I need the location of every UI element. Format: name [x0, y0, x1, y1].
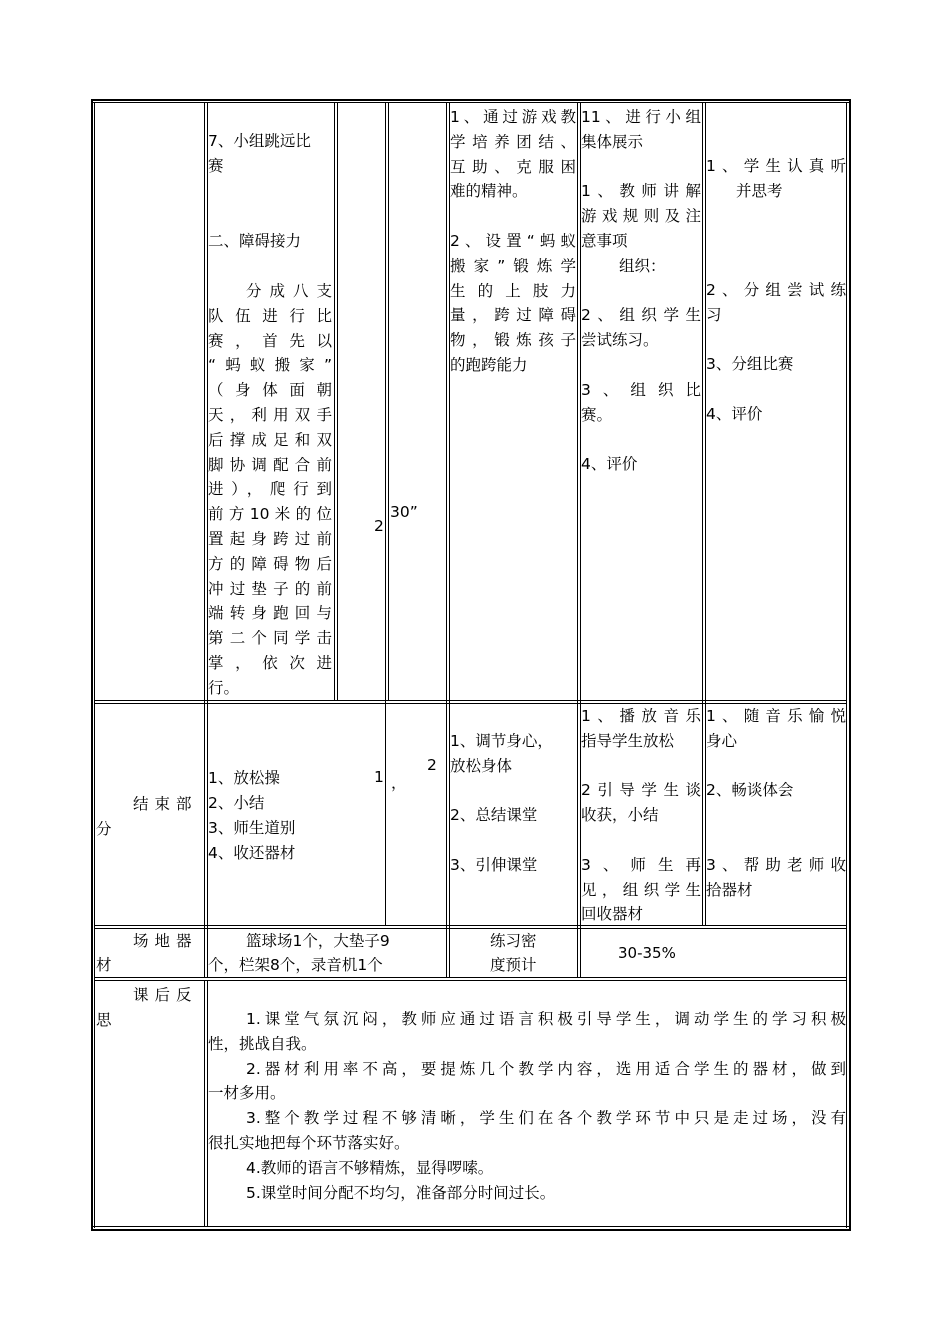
reflection-item-3: 3.整个教学过程不够清晰，学生们在各个教学环节中只是走过场，没有 — [246, 1109, 846, 1128]
reflection-item-1-cont: 性，挑战自我。 — [208, 1034, 317, 1053]
col-divider-3 — [385, 102, 386, 925]
goal-line: 搬家”锻炼学 — [450, 256, 576, 275]
goal-line — [450, 204, 576, 229]
main-goals — [450, 105, 576, 378]
end-teacher-line — [581, 828, 701, 853]
goal-line: 互助、克服困 — [450, 157, 576, 176]
desc-line: 赛，首先以 — [208, 331, 332, 350]
end-student — [706, 704, 846, 902]
goal-line: 1、通过游戏教 — [450, 108, 576, 126]
student-line — [706, 328, 846, 353]
goal-line: 量，跨过障碍 — [450, 306, 576, 325]
end-teacher-line: 指导学生放松 — [581, 731, 675, 750]
student-line — [706, 253, 846, 278]
desc-line: 后撑成足和双 — [208, 430, 332, 449]
student-line: 习 — [706, 305, 722, 324]
end-teacher-line: 收获，小结 — [581, 806, 659, 825]
teacher-line: 1、教师讲解 — [581, 182, 701, 201]
density-label-b: 度预计 — [490, 956, 537, 974]
content-item7-line2: 赛 — [208, 157, 224, 175]
end-teacher-line: 1、播放音乐 — [581, 707, 701, 725]
end-student-line — [706, 828, 846, 853]
main-teacher — [581, 105, 701, 477]
desc-line: 冲过垫子的前 — [208, 579, 332, 598]
end-goal-line: 2、总结课堂 — [450, 806, 538, 825]
desc-line: 置起身跨过前 — [208, 529, 332, 548]
table-border-left — [91, 99, 93, 1231]
end-student-line: 1、随音乐愉悦 — [706, 707, 846, 725]
row-divider-3 — [94, 977, 847, 978]
density-label-a: 练习密 — [490, 932, 537, 950]
end-goal-line — [450, 828, 576, 853]
equip-value-a: 篮球场1个，大垫子9 — [246, 932, 390, 950]
end-label-a: 结束部 — [133, 795, 198, 813]
end-teacher-line — [581, 754, 701, 779]
goal-line: 学培养团结、 — [450, 132, 576, 151]
teacher-line — [581, 353, 701, 378]
teacher-line: 11、进行小组 — [581, 108, 701, 126]
desc-line: 脚协调配合前 — [208, 455, 332, 474]
end-teacher-line: 回收器材 — [581, 905, 644, 924]
end-times: 1 — [374, 768, 384, 786]
student-line: 1、学生认真听 — [706, 157, 846, 175]
end-student-line: 3、帮助老师收 — [706, 855, 846, 874]
teacher-line — [581, 155, 701, 180]
reflection-list — [208, 1007, 846, 1205]
main-duration: 30” — [390, 503, 418, 521]
student-line: 4、评价 — [706, 404, 763, 423]
end-student-line: 身心 — [706, 731, 738, 750]
equip-label-a: 场地器 — [133, 932, 198, 950]
teacher-line — [581, 427, 701, 452]
desc-line: 掌，依次进 — [208, 653, 332, 672]
col-divider-2 — [334, 102, 335, 700]
reflection-label-b: 思 — [96, 1011, 112, 1029]
student-line: 3、分组比赛 — [706, 355, 794, 374]
end-content-3: 3、师生道别 — [208, 819, 296, 837]
desc-line: 进），爬行到 — [208, 480, 332, 499]
content-title2: 二、障碍接力 — [208, 232, 302, 250]
col-divider-2b — [337, 102, 338, 700]
teacher-line: 3、组织比 — [581, 380, 701, 399]
end-content-1: 1、放松操 — [208, 769, 280, 787]
student-line — [706, 377, 846, 402]
end-goal-line: 1、调节身心， — [450, 732, 553, 750]
main-times: 2 — [374, 517, 384, 535]
end-student-line — [706, 754, 846, 779]
equip-label-b: 材 — [96, 956, 112, 974]
teacher-line: 意事项 — [581, 231, 628, 250]
content-desc — [208, 279, 332, 701]
teacher-line: 集体展示 — [581, 132, 644, 151]
density-value: 30-35% — [618, 944, 676, 962]
reflection-item-1: 1.课堂气氛沉闷，教师应通过语言积极引导学生，调动学生的学习积极 — [246, 1010, 846, 1028]
end-duration-b: 2 — [427, 756, 437, 774]
desc-line: “蚂蚁搬家” — [208, 356, 332, 375]
main-student — [706, 154, 846, 427]
end-content-2: 2、小结 — [208, 794, 265, 812]
teacher-line — [581, 279, 701, 304]
end-duration-a: ， — [391, 774, 407, 792]
end-student-line: 拾器材 — [706, 880, 753, 899]
desc-line: 方的障碍物后 — [208, 554, 332, 573]
desc-line: 端转身跑回与 — [208, 604, 332, 623]
student-line — [706, 228, 846, 253]
col-divider-5 — [577, 102, 578, 977]
goal-line: 生的上肢力 — [450, 281, 576, 300]
desc-line: 前方10米的位 — [208, 505, 332, 524]
goal-line: 的跑跨能力 — [450, 355, 528, 374]
end-teacher — [581, 704, 701, 927]
teacher-line: 组织： — [619, 256, 666, 275]
reflection-item-4: 4.教师的语言不够精炼，显得啰嗦。 — [246, 1158, 494, 1177]
end-teacher-line: 2引导学生谈 — [581, 781, 701, 800]
reflection-item-2: 2.器材利用率不高，要提炼几个教学内容，选用适合学生的器材，做到 — [246, 1059, 846, 1078]
goal-line: 2、设置“蚂蚁 — [450, 231, 576, 250]
desc-line: 分成八支 — [246, 282, 332, 300]
student-line — [706, 204, 846, 229]
teacher-line: 4、评价 — [581, 455, 638, 474]
goal-line: 物，锻炼孩子 — [450, 331, 576, 350]
content-item7-line1: 7、小组跳远比 — [208, 132, 311, 150]
table-border-bottom-inner — [93, 1226, 849, 1227]
reflection-item-5: 5.课堂时间分配不均匀，准备部分时间过长。 — [246, 1183, 556, 1202]
col-divider-4 — [446, 102, 447, 977]
end-goal-line: 放松身体 — [450, 756, 513, 775]
end-teacher-line: 3、师生再 — [581, 855, 701, 874]
teacher-line: 2、组织学生 — [581, 306, 701, 325]
col-divider-3b — [388, 102, 389, 700]
end-goal-line: 3、引伸课堂 — [450, 855, 538, 874]
end-goal-line — [450, 779, 576, 804]
end-student-line: 2、畅谈体会 — [706, 781, 794, 800]
col-divider-reflection — [204, 980, 205, 1226]
teacher-line: 游戏规则及注 — [581, 207, 701, 226]
table-border-top — [91, 99, 851, 101]
end-goals — [450, 729, 576, 878]
desc-line: 行。 — [208, 678, 240, 697]
reflection-label-a: 课后反 — [133, 986, 198, 1004]
goal-line: 难的精神。 — [450, 182, 528, 201]
desc-line: 天，利用双手 — [208, 405, 332, 424]
table-border-right-inner — [846, 102, 847, 1228]
end-content-4: 4、收还器材 — [208, 844, 296, 862]
end-label-b: 分 — [96, 820, 112, 838]
desc-line: （身体面朝 — [208, 381, 332, 400]
end-student-line — [706, 803, 846, 828]
table-border-bottom — [91, 1229, 851, 1231]
student-line: 并思考 — [736, 181, 783, 200]
teacher-line: 尝试练习。 — [581, 331, 659, 350]
table-border-left-inner — [94, 102, 95, 1228]
desc-line: 队伍进行比 — [208, 306, 332, 325]
col-divider-1 — [204, 102, 205, 977]
table-border-right — [849, 99, 851, 1231]
student-line: 2、分组尝试练 — [706, 280, 846, 299]
equip-value-b: 个，栏架8个，录音机1个 — [208, 956, 383, 974]
col-divider-6 — [702, 102, 703, 925]
reflection-item-3-cont: 很扎实地把每个环节落实好。 — [208, 1133, 410, 1152]
end-teacher-line: 见，组织学生 — [581, 880, 701, 899]
teacher-line: 赛。 — [581, 405, 613, 424]
reflection-item-2-cont: 一材多用。 — [208, 1084, 286, 1103]
desc-line: 第二个同学击 — [208, 629, 332, 648]
